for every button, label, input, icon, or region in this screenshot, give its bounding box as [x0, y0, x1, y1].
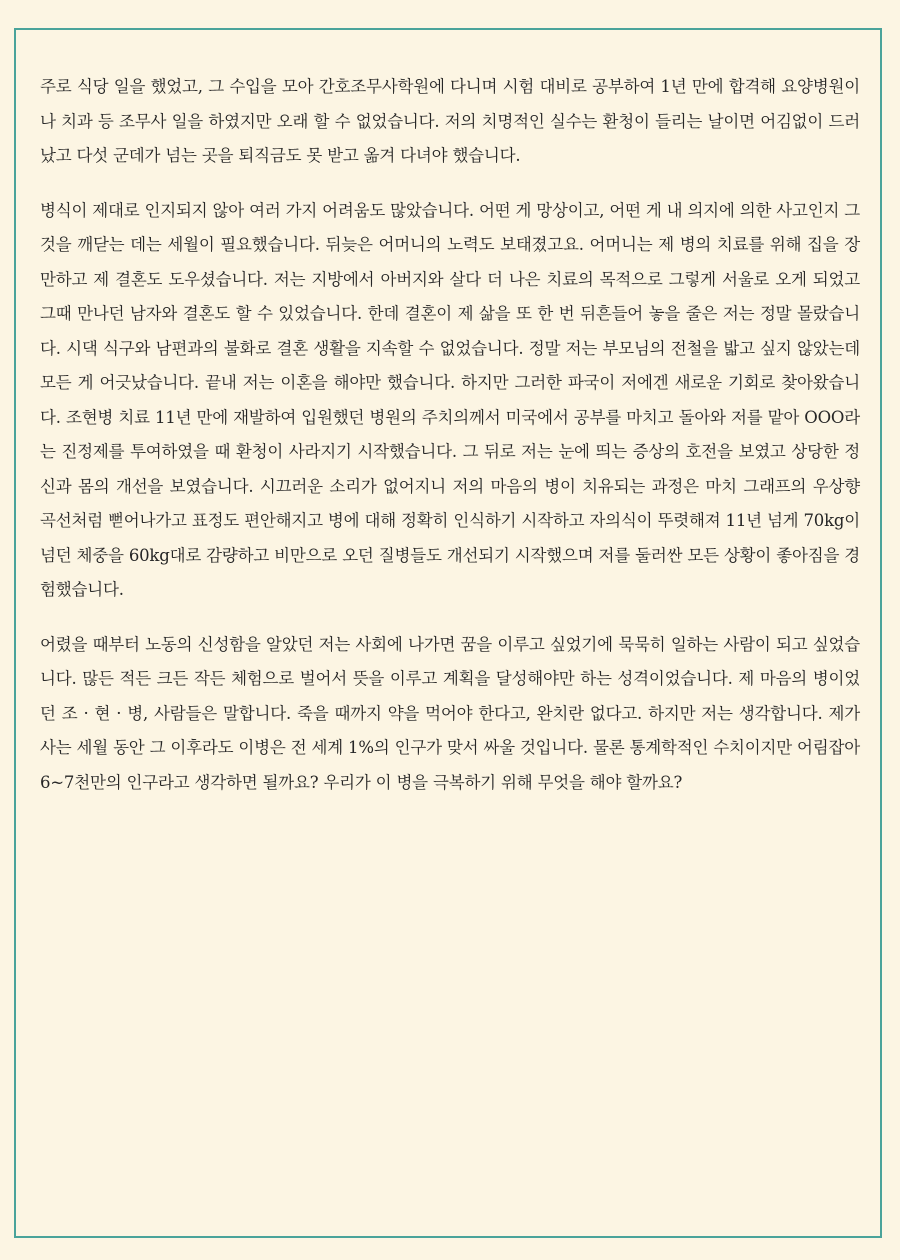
- paragraph-3: 어렸을 때부터 노동의 신성함을 알았던 저는 사회에 나가면 꿈을 이루고 싶었기에 묵묵히 일하는 사람이 되고 싶었습니다. 많든 적든 크든 작든 체험으로 벌어서 뜻을 이루고 계획을 달성해야만 하는 성격이었습니다. 제 마음의 병이었던 조 · 현 · 병, 사람들은 말합니다. 죽을 때까지 약을 먹어야 한다고, 완치란 없다고. 하지만 저는 생각합니다. 제가 사는 세월 동안 그 이후라도 이병은 전 세계 1%의 인구가 맞서 싸울 것입니다. 물론 통계학적인 수치이지만 어림잡아 6~7천만의 인구라고 생각하면 될까요? 우리가 이 병을 극복하기 위해 무엇을 해야 할까요?: [40, 634, 860, 792]
- paragraph-2: 병식이 제대로 인지되지 않아 여러 가지 어려움도 많았습니다. 어떤 게 망상이고, 어떤 게 내 의지에 의한 사고인지 그것을 깨닫는 데는 세월이 필요했습니다. 뒤늦은 어머니의 노력도 보태졌고요. 어머니는 제 병의 치료를 위해 집을 장만하고 제 결혼도 도우셨습니다. 저는 지방에서 아버지와 살다 더 나은 치료의 목적으로 그렇게 서울로 오게 되었고 그때 만나던 남자와 결혼도 할 수 있었습니다. 한데 결혼이 제 삶을 또 한 번 뒤흔들어 놓을 줄은 저는 정말 몰랐습니다. 시댁 식구와 남편과의 불화로 결혼 생활을 지속할 수 없었습니다. 정말 저는 부모님의 전철을 밟고 싶지 않았는데 모든 게 어긋났습니다. 끝내 저는 이혼을 해야만 했습니다. 하지만 그러한 파국이 저에겐 새로운 기회로 찾아왔습니다. 조현병 치료 11년 만에 재발하여 입원했던 병원의 주치의께서 미국에서 공부를 마치고 돌아와 저를 맡아 OOO라는 진정제를 투여하였을 때 환청이 사라지기 시작했습니다. 그 뒤로 저는 눈에 띄는 증상의 호전을 보였고 상당한 정신과 몸의 개선을 보였습니다. 시끄러운 소리가 없어지니 저의 마음의 병이 치유되는 과정은 마치 그래프의 우상향 곡선처럼 뻗어나가고 표정도 편안해지고 병에 대해 정확히 인식하기 시작하고 자의식이 뚜렷해져 11년 넘게 70kg이 넘던 체중을 60kg대로 감량하고 비만으로 오던 질병들도 개선되기 시작했으며 저를 둘러싼 모든 상황이 좋아짐을 경험했습니다.: [40, 200, 860, 599]
- document-body: [40, 70, 860, 820]
- paragraph-1: 주로 식당 일을 했었고, 그 수입을 모아 간호조무사학원에 다니며 시험 대비로 공부하여 1년 만에 합격해 요양병원이나 치과 등 조무사 일을 하였지만 오래 할 수 없었습니다. 저의 치명적인 실수는 환청이 들리는 날이면 어김없이 드러났고 다섯 군데가 넘는 곳을 퇴직금도 못 받고 옮겨 다녀야 했습니다.: [40, 77, 860, 165]
